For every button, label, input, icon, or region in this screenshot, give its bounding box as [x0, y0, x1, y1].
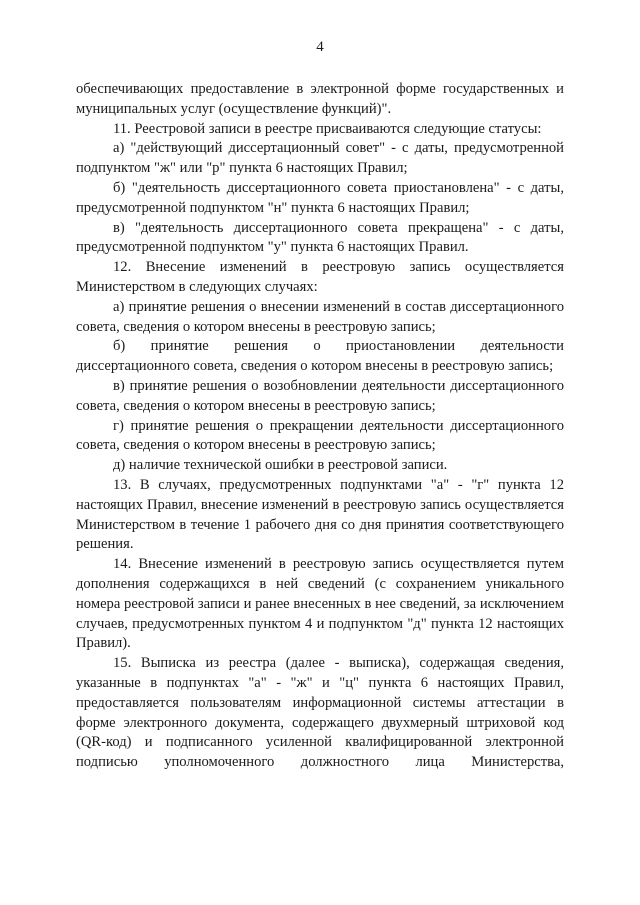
page-number: 4	[316, 39, 324, 55]
paragraph-12: 12. Внесение изменений в реестровую запись осуществляется Министерством в следующих случаях:	[76, 259, 564, 295]
paragraph-11: 11. Реестровой записи в реестре присваиваются следующие статусы:	[113, 120, 542, 137]
paragraph-11-v: в) "деятельность диссертационного совета прекращена" - с даты, предусмотренной подпунктом "у" пункта 6 настоящих Правил.	[76, 219, 564, 256]
paragraph-12-d: д) наличие технической ошибки в реестровой записи.	[113, 457, 448, 474]
paragraph-11-b: б) "деятельность диссертационного совета приостановлена" - с даты, предусмотренной подпунктом "н" пункта 6 настоящих Правил;	[76, 179, 564, 216]
paragraph-11-a: а) "действующий диссертационный совет" - с даты, предусмотренной подпунктом "ж" или "р" пункта 6 настоящих Правил;	[76, 140, 564, 177]
paragraph-12-v: в) принятие решения о возобновлении деятельности диссертационного совета, сведения о котором внесены в реестровую запись;	[76, 377, 564, 414]
paragraph-12-b: б) принятие решения о приостановлении деятельности диссертационного совета, сведения о котором внесены в реестровую запись;	[76, 338, 564, 375]
paragraph-12-g: г) принятие решения о прекращении деятельности диссертационного совета, сведения о котором внесены в реестровую запись;	[76, 417, 564, 454]
paragraph-12-a: а) принятие решения о внесении изменений в состав диссертационного совета, сведения о котором внесены в реестровую запись;	[76, 298, 564, 335]
paragraph-14: 14. Внесение изменений в реестровую запись осуществляется путем дополнения содержащихся в ней сведений (с сохранением уникального номера реестровой записи и ранее внесенных в нее сведений, за исключением случаев, предусмотренных пунктом 4 и подпунктом "д" пункта 12 настоящих Правил).	[76, 556, 564, 652]
paragraph-continuation: обеспечивающих предоставление в электронной форме государственных и муниципальных услуг (осуществление функций)".	[76, 81, 564, 117]
document-body	[76, 80, 564, 773]
paragraph-15: 15. Выписка из реестра (далее - выписка), содержащая сведения, указанные в подпунктах "а" - "ж" и "ц" пункта 6 настоящих Правил, предоставляется пользователям информационной системы аттестации в форме электронного документа, содержащего двухмерный штриховой код (QR-код) и подписанного усиленной квалифицированной электронной подписью уполномоченного должностного лица Министерства,	[76, 655, 564, 771]
paragraph-13: 13. В случаях, предусмотренных подпунктами "а" - "г" пункта 12 настоящих Правил, внесение изменений в реестровую запись осуществляется Министерством в течение 1 рабочего дня со дня принятия соответствующего решения.	[76, 476, 564, 553]
